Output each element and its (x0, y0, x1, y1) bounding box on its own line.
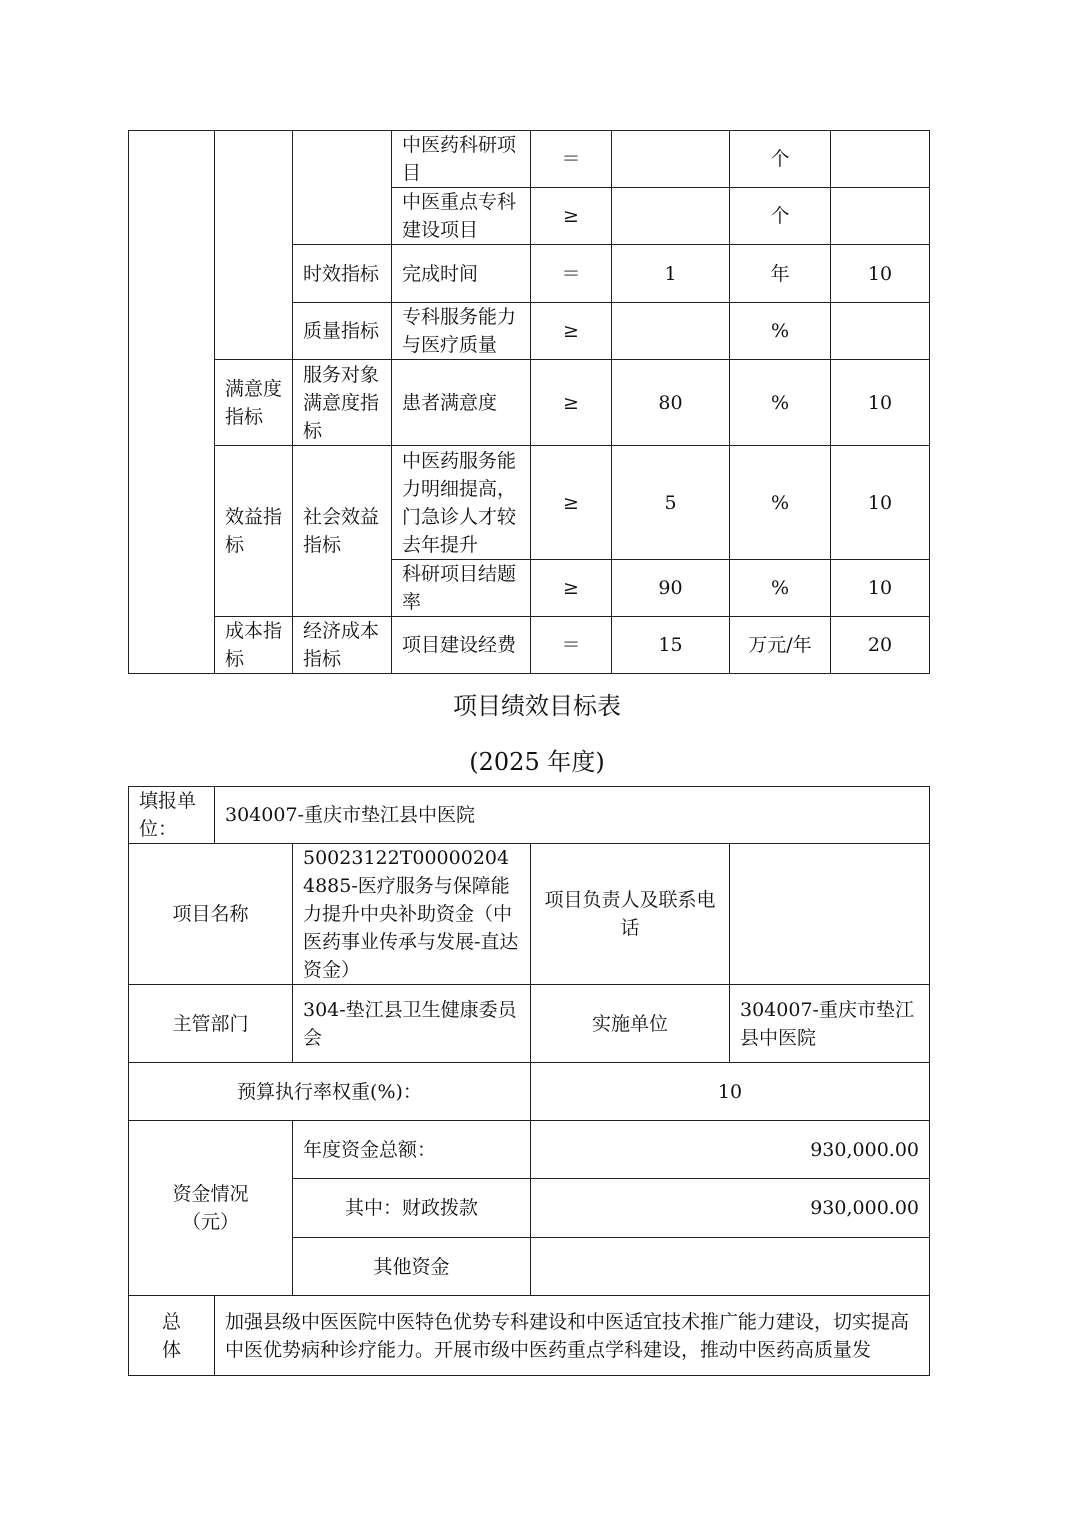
unit-cell: 个 (730, 188, 831, 245)
operator-cell: ＝ (531, 245, 612, 303)
level1-sub-cell: 成本指标 (215, 617, 293, 674)
score-cell: 10 (831, 560, 930, 617)
level3-cell: 中医药服务能力明细提高，门急诊人才较去年提升 (392, 446, 531, 560)
score-cell (831, 131, 930, 188)
project-name-label: 项目名称 (129, 844, 293, 985)
operator-cell: ≥ (531, 303, 612, 360)
table-row (129, 985, 930, 1063)
value-cell: 1 (612, 245, 730, 303)
table-row (129, 360, 930, 446)
impl-value: 304007-重庆市垫江县中医院 (730, 985, 930, 1063)
level2-cell: 时效指标 (293, 245, 392, 303)
level2-cell: 服务对象满意度指标 (293, 360, 392, 446)
weight-label: 预算执行率权重(%)： (129, 1063, 531, 1121)
operator-cell: ≥ (531, 446, 612, 560)
other-value (531, 1238, 930, 1296)
dept-value: 304-垫江县卫生健康委员会 (293, 985, 531, 1063)
goal-label (129, 1296, 215, 1376)
fiscal-value: 930,000.00 (531, 1179, 930, 1238)
level3-cell: 科研项目结题率 (392, 560, 531, 617)
score-cell: 10 (831, 245, 930, 303)
operator-cell: ≥ (531, 360, 612, 446)
funds-label (129, 1121, 293, 1296)
table-row (129, 446, 930, 560)
project-form-table (128, 786, 930, 1376)
unit-cell: 年 (730, 245, 831, 303)
level3-cell: 患者满意度 (392, 360, 531, 446)
score-cell (831, 188, 930, 245)
operator-cell: ≥ (531, 188, 612, 245)
value-cell (612, 303, 730, 360)
unit-cell: % (730, 303, 831, 360)
level2-cell: 经济成本指标 (293, 617, 392, 674)
annual-label: 年度资金总额： (293, 1121, 531, 1179)
level1-sub-cell (215, 131, 293, 360)
contact-label: 项目负责人及联系电话 (531, 844, 730, 985)
value-cell: 80 (612, 360, 730, 446)
level2-cell: 质量指标 (293, 303, 392, 360)
unit-value: 304007-重庆市垫江县中医院 (215, 787, 930, 844)
annual-value: 930,000.00 (531, 1121, 930, 1179)
unit-cell: % (730, 360, 831, 446)
level3-cell: 中医药科研项目 (392, 131, 531, 188)
dept-label: 主管部门 (129, 985, 293, 1063)
unit-cell: % (730, 560, 831, 617)
level3-cell: 专科服务能力与医疗质量 (392, 303, 531, 360)
page-title: 项目绩效目标表 (453, 692, 621, 720)
level1-cell (129, 131, 215, 674)
unit-cell: 万元/年 (730, 617, 831, 674)
score-cell: 10 (831, 360, 930, 446)
value-cell (612, 131, 730, 188)
level3-cell: 中医重点专科建设项目 (392, 188, 531, 245)
score-cell: 10 (831, 446, 930, 560)
table-row (129, 1296, 930, 1376)
operator-cell: ≥ (531, 560, 612, 617)
indicator-table (128, 130, 930, 674)
level2-cell: 社会效益指标 (293, 446, 392, 617)
operator-cell: ＝ (531, 131, 612, 188)
score-cell (831, 303, 930, 360)
table-row (129, 844, 930, 985)
operator-cell: ＝ (531, 617, 612, 674)
table-row (129, 617, 930, 674)
table-row (129, 131, 930, 188)
level3-cell: 完成时间 (392, 245, 531, 303)
unit-cell: 个 (730, 131, 831, 188)
weight-value: 10 (531, 1063, 930, 1121)
table-row (129, 787, 930, 844)
project-name-value: 50023122T000002044885-医疗服务与保障能力提升中央补助资金（中医药事业传承与发展-直达资金） (293, 844, 531, 985)
value-cell (612, 188, 730, 245)
other-label: 其他资金 (293, 1238, 531, 1296)
value-cell: 90 (612, 560, 730, 617)
goal-label-text: 总体 (162, 1310, 182, 1361)
table-row (129, 1063, 930, 1121)
impl-label: 实施单位 (531, 985, 730, 1063)
level3-cell: 项目建设经费 (392, 617, 531, 674)
unit-cell: % (730, 446, 831, 560)
level1-sub-cell: 满意度指标 (215, 360, 293, 446)
level1-sub-cell: 效益指标 (215, 446, 293, 617)
fiscal-label: 其中：财政拨款 (293, 1179, 531, 1238)
table-row (129, 1121, 930, 1179)
goal-text: 加强县级中医医院中医特色优势专科建设和中医适宜技术推广能力建设，切实提高中医优势病种诊疗能力。开展市级中医药重点学科建设，推动中医药高质量发 (215, 1296, 930, 1376)
score-cell: 20 (831, 617, 930, 674)
level2-cell (293, 131, 392, 245)
contact-value (730, 844, 930, 985)
funds-label-text: 资金情况（元） (172, 1183, 249, 1233)
value-cell: 5 (612, 446, 730, 560)
value-cell: 15 (612, 617, 730, 674)
unit-label: 填报单位： (129, 787, 215, 844)
year-subtitle: (2025 年度) (469, 748, 605, 776)
